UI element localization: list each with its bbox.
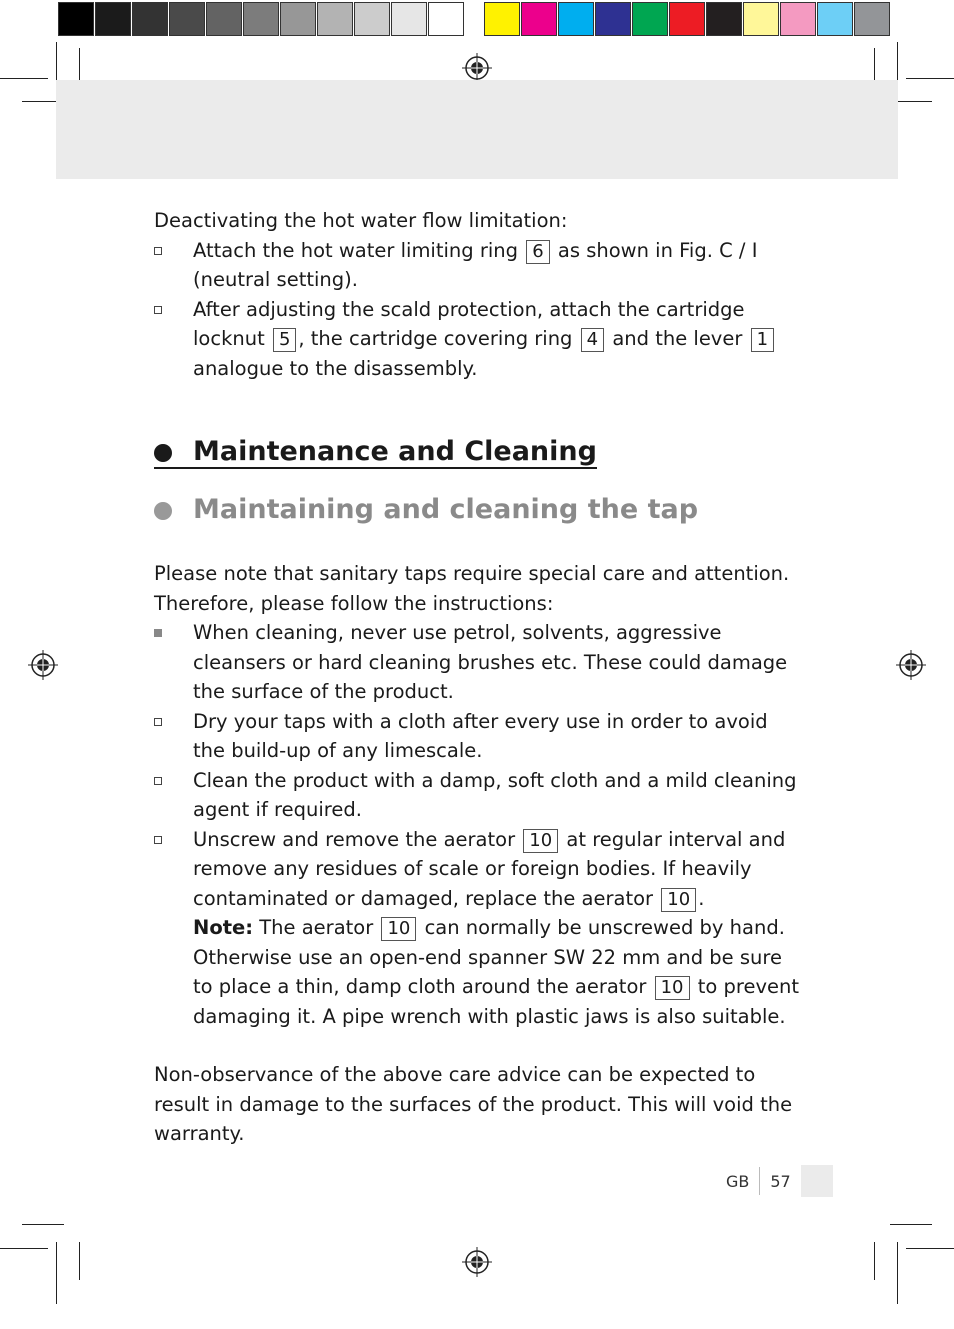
part-number-label: 5 <box>273 328 296 352</box>
part-number-label: 10 <box>655 976 690 1000</box>
page-number: 57 <box>770 1171 791 1191</box>
color-swatch <box>669 2 705 36</box>
crop-mark <box>906 1248 954 1249</box>
section-heading: Maintenance and Cleaning <box>154 436 597 467</box>
intro-lead: Deactivating the hot water flow limitation: <box>154 209 568 232</box>
color-swatch <box>95 2 131 36</box>
registration-mark-icon <box>462 53 492 83</box>
color-swatch <box>484 2 520 36</box>
list-item: When cleaning, never use petrol, solvents, aggressive cleansers or hard cleaning brushes etc. These could damage the surface of the product. <box>154 618 804 707</box>
crop-mark <box>0 78 48 79</box>
part-number-label: 4 <box>581 328 604 352</box>
bullet-dot-icon <box>154 444 172 462</box>
list-item: Unscrew and remove the aerator 10 at regular interval and remove any residues of scale or foreign bodies. If heavily contaminated or damaged, replace the aerator 10 . Note: The aerator 10 can normally be unscrewed by hand. Otherwise use an open-end spanner SW 22 mm and be sure to place a thin, damp cloth around the aerator 10 to prevent damaging it. A pipe wrench with plastic jaws is also suitable. <box>154 825 804 1032</box>
page-footer <box>726 1165 833 1197</box>
lead-line: Therefore, please follow the instructions: <box>154 591 554 615</box>
color-swatch <box>391 2 427 36</box>
color-swatch <box>521 2 557 36</box>
crop-mark <box>906 78 954 79</box>
color-swatch <box>817 2 853 36</box>
footer-divider <box>759 1167 760 1195</box>
list-item: Dry your taps with a cloth after every use in order to avoid the build-up of any limescale. <box>154 707 804 766</box>
bullet-dot-icon <box>154 502 172 520</box>
part-number-label: 10 <box>381 917 416 941</box>
header-band <box>56 80 898 179</box>
crop-mark <box>890 1224 932 1225</box>
filled-square-bullet-icon <box>154 629 162 637</box>
lead-line: Please note that sanitary taps require special care and attention. <box>154 562 790 585</box>
crop-mark <box>79 1242 80 1280</box>
list-item: Clean the product with a damp, soft cloth and a mild cleaning agent if required. <box>154 766 804 825</box>
registration-mark-icon <box>462 1247 492 1277</box>
intro-section <box>154 206 804 383</box>
color-swatch <box>169 2 205 36</box>
language-code: GB <box>726 1171 750 1191</box>
color-swatch <box>558 2 594 36</box>
hollow-square-bullet-icon <box>154 718 162 726</box>
color-swatch <box>743 2 779 36</box>
page-tab-marker <box>801 1165 833 1197</box>
color-swatch <box>58 2 94 36</box>
part-number-label: 6 <box>526 240 549 264</box>
color-swatch <box>132 2 168 36</box>
registration-mark-icon <box>896 650 926 680</box>
main-section <box>154 559 804 1149</box>
crop-mark <box>0 1248 48 1249</box>
crop-mark <box>874 1242 875 1280</box>
color-swatch <box>206 2 242 36</box>
color-swatch <box>854 2 890 36</box>
color-swatch <box>243 2 279 36</box>
hollow-square-bullet-icon <box>154 306 162 314</box>
process-color-swatches <box>484 2 891 38</box>
color-swatch <box>595 2 631 36</box>
crop-mark <box>897 1242 898 1304</box>
grayscale-swatches <box>58 2 465 38</box>
color-swatch <box>280 2 316 36</box>
color-swatch <box>706 2 742 36</box>
part-number-label: 10 <box>661 888 696 912</box>
subsection-heading: Maintaining and cleaning the tap <box>154 494 698 525</box>
color-swatch <box>632 2 668 36</box>
hollow-square-bullet-icon <box>154 777 162 785</box>
closing-paragraph: Non-observance of the above care advice can be expected to result in damage to the surfaces of the product. This will void the warranty. <box>154 1063 793 1145</box>
crop-mark <box>22 1224 64 1225</box>
crop-mark <box>56 1242 57 1304</box>
list-item: After adjusting the scald protection, attach the cartridge locknut 5 , the cartridge covering ring 4 and the lever 1 analogue to the disassembly. <box>154 295 804 384</box>
color-swatch <box>428 2 464 36</box>
part-number-label: 1 <box>751 328 774 352</box>
color-swatch <box>317 2 353 36</box>
hollow-square-bullet-icon <box>154 836 162 844</box>
list-item: Attach the hot water limiting ring 6 as shown in Fig. C / I (neutral setting). <box>154 236 804 295</box>
hollow-square-bullet-icon <box>154 247 162 255</box>
color-swatch <box>354 2 390 36</box>
color-swatch <box>780 2 816 36</box>
registration-mark-icon <box>28 650 58 680</box>
note-block: Note: The aerator 10 can normally be unscrewed by hand. Otherwise use an open-end spanner SW 22 mm and be sure to place a thin, damp cloth around the aerator 10 to prevent damaging it. A pipe wrench with plastic jaws is also suitable. <box>193 916 799 1028</box>
part-number-label: 10 <box>523 829 558 853</box>
note-label: Note: <box>193 916 254 939</box>
